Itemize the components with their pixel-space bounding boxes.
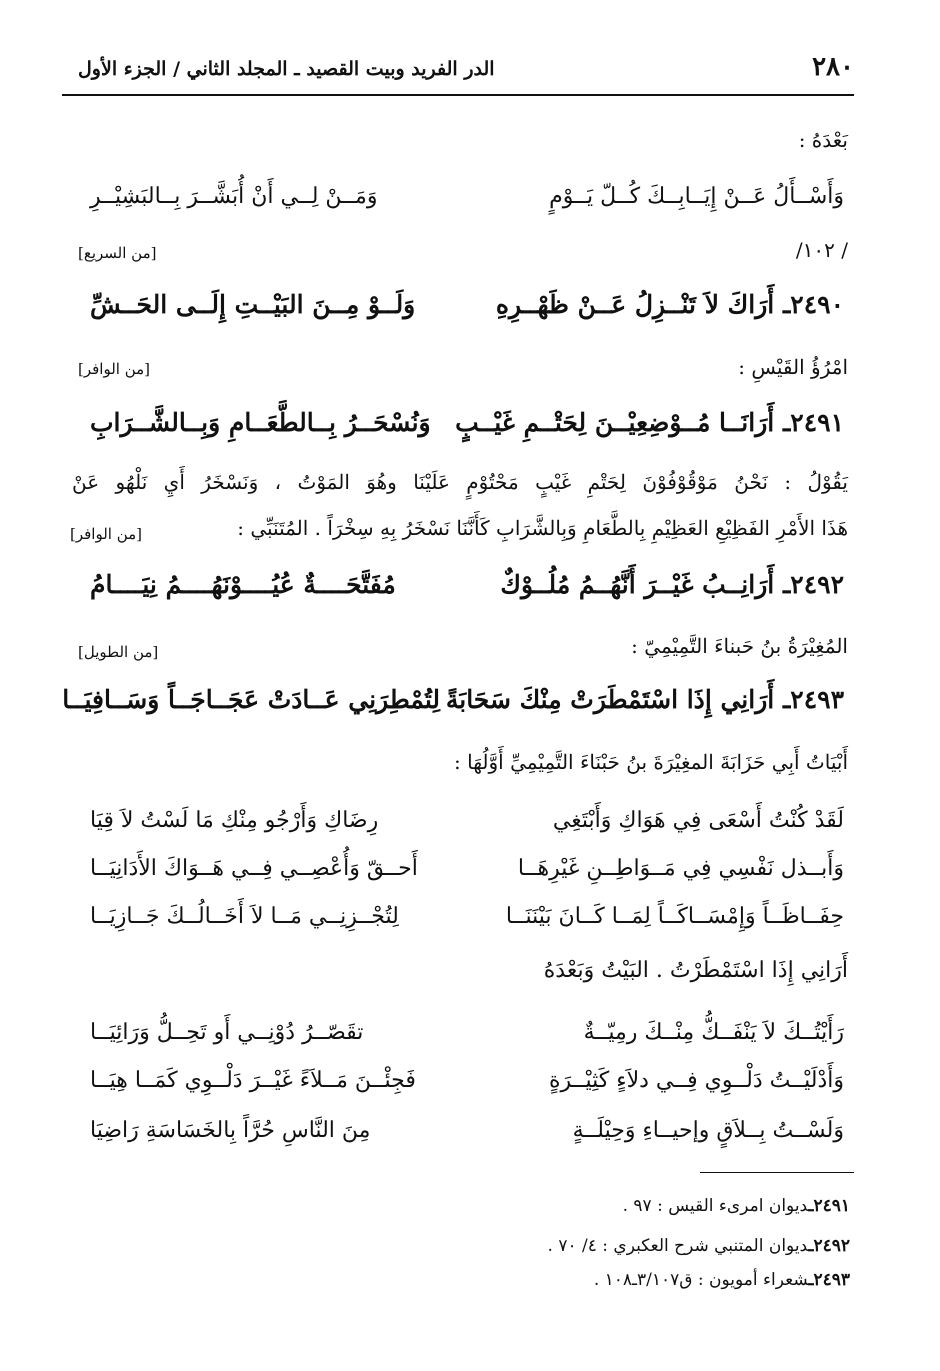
verse-2490 [90, 290, 844, 334]
verse-2491 [90, 408, 844, 452]
hemistich-text: أَرَانِي إِذَا اسْتَمْطَرَتْ مِنْكَ سَحَابَةً [445, 685, 775, 714]
verse-first-hemistich [500, 570, 844, 599]
poem-line [90, 1020, 844, 1064]
poem-line [90, 856, 844, 900]
meter-label: [من الوافر] [78, 360, 151, 378]
verse-first-hemistich [455, 408, 844, 437]
footnote-text: ديوان امرىء القيس : ٩٧ . [622, 1196, 809, 1216]
running-title: الدر الفريد وبيت القصيد ـ المجلد الثاني / الجزء الأول [78, 58, 495, 80]
verse-second-hemistich: وَمَــنْ لِــي أَنْ أُبَشَّــرَ بِــالبَشِيْــرِ [90, 184, 378, 209]
verse-second-hemistich: لِتُجْــزِنِــي مَــا لاَ أَخَــالُــكَ جَــازِيَــا [90, 904, 399, 929]
reference-marker: / ١٠٢/ [795, 238, 848, 262]
verse-second-hemistich: لِتُمْطِرَنِي عَــادَتْ عَجَــاجَــاً وَسَــافِيَــا [62, 685, 440, 714]
poem-line [90, 904, 844, 948]
verse-2492 [90, 570, 844, 614]
footnote [594, 1270, 850, 1290]
verse-number: ٢٤٩٠ـ [782, 290, 844, 319]
meter-label: [من السريع] [78, 244, 157, 262]
hemistich-text: أَرَانِــبُ غَيْــرَ أَنَّهُــمُ مُلُــوْكٌ [500, 570, 775, 599]
meter-label: [من الوافر] [70, 525, 143, 543]
page-number: ٢٨٠ [812, 52, 854, 82]
verse-number: ٢٤٩٢ـ [782, 570, 844, 599]
intro-line: بَعْدَهُ : [798, 128, 848, 152]
footnote [548, 1236, 850, 1256]
verse-second-hemistich: رِضَاكِ وَأَرْجُو مِنْكِ مَا لَسْتُ لاَ قِيَا [90, 808, 379, 833]
verse-first-hemistich [445, 685, 844, 714]
verse-number: ٢٤٩٣ـ [782, 685, 844, 714]
commentary-line: هَذَا الأَمْرِ الفَظِيْعِ العَظِيْمِ بِالطَّعَامِ وَبِالشَّرَابِ كَأَنَّنَا نَسْخَرُ بِهِ سِخْرَاً . المُتَنَبِّي : [237, 516, 848, 540]
verse-first-hemistich: وَأَبــذل نَفْسِي فِي مَــوَاطِــنِ غَيْرِهَــا [517, 856, 844, 881]
poem-line [90, 1068, 844, 1112]
header-rule [62, 94, 854, 96]
verse-first-hemistich: وَلَسْــتُ بِــلاَقٍ وإحيــاءِ وَحِيْلَــةٍ [572, 1118, 844, 1143]
verse-second-hemistich: وَلَــوْ مِــنَ البَيْــتِ إِلَــى الحَــشِّ [90, 290, 416, 319]
footnote-number: ٢٤٩٢ـ [808, 1236, 850, 1256]
verse-first-hemistich: لَقَدْ كُنْتُ أَسْعَى فِي هَوَاكِ وَأَبْتَغِي [552, 808, 844, 833]
footnote-number: ٢٤٩١ـ [808, 1196, 850, 1216]
verse-first-hemistich: رَأَيْتُــكَ لاَ يَنْفَــكُّ مِنْــكَ رمِيّــةٌ [583, 1020, 844, 1045]
footnote-rule [700, 1172, 854, 1173]
verse-second-hemistich: وَنُسْحَــرُ بِــالطَّعَــامِ وَبِــالشَّــرَابِ [90, 408, 431, 437]
commentary-line: يَقُوْلُ : نَحْنُ مَوْقُوْفُوْنَ لِحَتْمِ غَيْبٍ مَحْتُوْمٍ عَلَيْنَا وهُوَ المَوْتُ ، وَنَسْخَرُ أَيِ نَلْهُو عَنْ [72, 470, 848, 494]
hemistich-text: أَرَاكَ لاَ تَنْــزِلُ عَــنْ ظَهْــرِهِ [495, 290, 775, 319]
verse-second-hemistich: مِنَ النَّاسِ حُرَّاً بِالخَسَاسَةِ رَاضِيَا [90, 1118, 371, 1143]
poem-line [90, 1118, 844, 1162]
verse-second-hemistich: تقَصّــرُ دُوْنِــي أَو تَحِــلُّ وَرَائِيَــا [90, 1020, 364, 1045]
verse-number: ٢٤٩١ـ [782, 408, 844, 437]
poem-mid-line: أَرَانِي إِذَا اسْتَمْطَرْتُ . البَيْتُ وَبَعْدَهُ [543, 958, 848, 983]
poet-name: المُغِيْرَةُ بنُ حَبناءَ التَّمِيْمِيّ : [631, 634, 848, 658]
poem-intro: أَبْيَاتُ أَبِي حَزَابَةَ المغِيْرَةَ بنُ حَبْنَاءَ التَّمِيْمِيِّ أَوَّلُهَا : [454, 750, 848, 774]
footnote-text: ديوان المتنبي شرح العكبري : ٤/ ٧٠ . [547, 1236, 809, 1256]
meter-label: [من الطويل] [78, 643, 159, 661]
footnote-text: شعراء أمويون : ق٣/١٠٧ـ١٠٨ . [593, 1270, 809, 1290]
verse-first-hemistich: حِفَــاظَــاً وَإِمْسَــاكَــاً لِمَــا كَــانَ بَيْنَنَــا [505, 904, 844, 929]
page-header [78, 46, 854, 92]
verse-second-hemistich: أَحــقّ وَأُعْصِــي فِــي هَــوَاكَ الأَدَانِيَــا [90, 856, 418, 881]
verse-first-hemistich: وَأَسْــأَلُ عَــنْ إِيَــابِــكَ كُــلّ يَــوْمٍ [549, 184, 844, 209]
verse-first-hemistich [495, 290, 844, 319]
poet-name: امْرُؤُ القَيْسِ : [738, 355, 848, 379]
poem-line [90, 808, 844, 852]
footnote-number: ٢٤٩٣ـ [808, 1270, 850, 1290]
verse-second-hemistich: مُفَتَّحَــــةٌ عُيُــــوْنَهُــــمُ نِيَــــامُ [90, 570, 396, 599]
verse-second-hemistich: فَجِئْــنَ مَــلاَءً غَيْــرَ دَلْــوِي كَمَــا هِيَــا [90, 1068, 416, 1093]
footnote [623, 1196, 850, 1216]
verse-unnumbered [90, 184, 844, 228]
hemistich-text: أَرَانَــا مُــوْضِعِيْــنَ لِحَتْــمِ غَيْــبٍ [455, 408, 775, 437]
verse-first-hemistich: وَأَدْلَيْــتُ دَلْــوِي فِــي دلاَءٍ كَثِيْــرَةٍ [548, 1068, 844, 1093]
verse-2493 [62, 685, 844, 729]
